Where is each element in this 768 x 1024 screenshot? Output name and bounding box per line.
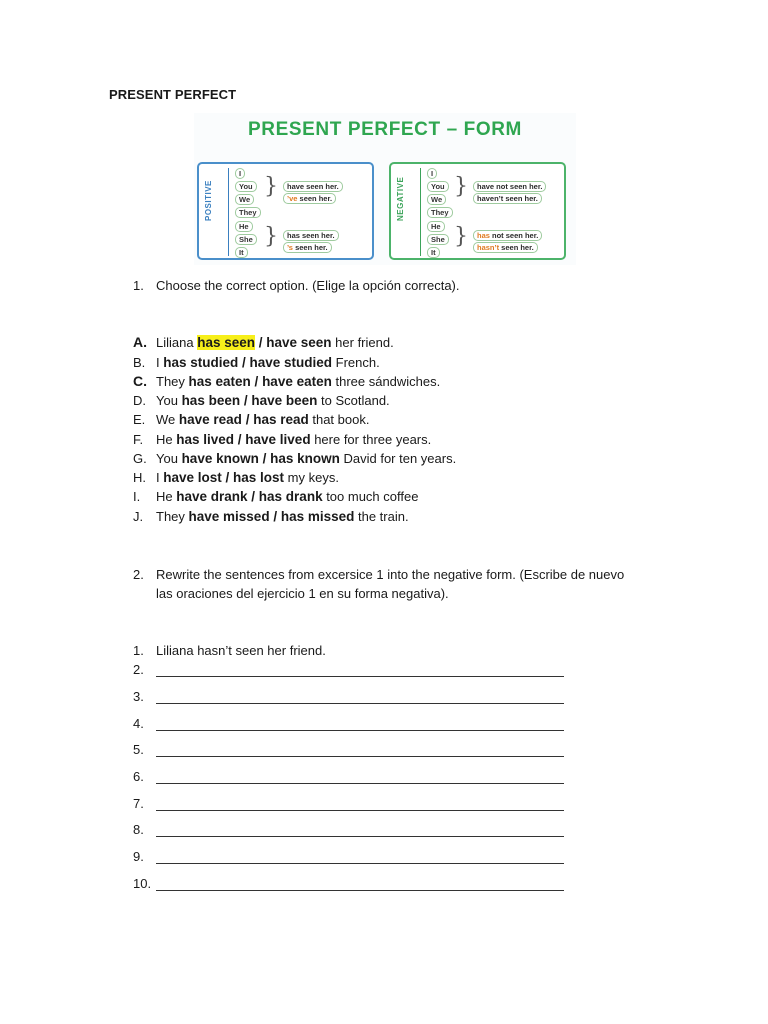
blank-line[interactable]	[156, 676, 564, 677]
answer-options	[189, 509, 355, 524]
blank-line[interactable]	[156, 703, 564, 704]
option-2: have seen	[266, 335, 332, 350]
sentence-end: French.	[332, 355, 380, 370]
option-separator: /	[241, 412, 254, 427]
item-letter: H.	[133, 470, 146, 485]
option-separator: /	[240, 393, 252, 408]
option-1: has been	[181, 393, 241, 408]
negative-form2-short: hasn’t seen her.	[473, 242, 538, 253]
exercise-number: 1.	[133, 278, 144, 293]
option-separator: /	[247, 489, 259, 504]
answer-options	[176, 432, 310, 447]
sentence-end: to Scotland.	[317, 393, 390, 408]
contraction: ’ve	[287, 194, 298, 203]
sentence-end: three sándwiches.	[331, 374, 441, 389]
sentence-start: They	[156, 374, 189, 389]
option-separator: /	[269, 509, 281, 524]
sentence-start: We	[156, 412, 179, 427]
item-letter: J.	[133, 509, 144, 524]
item-sentence	[156, 468, 339, 487]
answer-options	[197, 335, 331, 350]
negative-form-short: haven’t seen her.	[473, 193, 542, 204]
positive-label: POSITIVE	[204, 180, 213, 221]
option-1: have missed	[188, 509, 270, 524]
pronoun: I	[235, 168, 245, 179]
sentence-end: too much coffee	[322, 489, 419, 504]
positive-form2-short: ’s seen her.	[283, 242, 332, 253]
item-sentence	[156, 449, 456, 468]
item-letter: G.	[133, 451, 147, 466]
pronoun: He	[235, 221, 253, 232]
sentence-start: I	[156, 355, 164, 370]
instruction-text: Rewrite the sentences from excersice 1 into the negative form. (Escribe de nuevo las oraciones del ejercicio 1 en su forma negativa).	[156, 567, 625, 601]
sentence-end: my keys.	[284, 470, 339, 485]
answer-number: 9.	[133, 849, 144, 864]
blank-line[interactable]	[156, 836, 564, 837]
blank-line[interactable]	[156, 730, 564, 731]
sentence-end: that book.	[308, 412, 370, 427]
sentence-end: here for three years.	[310, 432, 432, 447]
answer-number: 3.	[133, 689, 144, 704]
option-separator: /	[221, 470, 234, 485]
sentence-start: You	[156, 451, 182, 466]
negative-divider	[420, 168, 421, 256]
option-2: has known	[270, 451, 340, 466]
contraction: ’s	[287, 243, 293, 252]
pronoun: I	[427, 168, 437, 179]
figure-heading: PRESENT PERFECT – FORM	[248, 119, 522, 140]
instruction-text: Choose the correct option. (Elige la opción correcta).	[156, 278, 460, 293]
item-letter: A.	[133, 334, 147, 350]
answer-number: 10.	[133, 876, 152, 891]
option-1: has eaten	[188, 374, 251, 389]
positive-form2-full: has seen her.	[283, 230, 339, 241]
page-title: PRESENT PERFECT	[109, 87, 237, 102]
option-2: have eaten	[262, 374, 332, 389]
option-2: has lost	[233, 470, 285, 485]
positive-panel	[197, 162, 374, 260]
item-sentence	[156, 333, 394, 352]
option-2: have studied	[249, 355, 333, 370]
sentence-start: Liliana	[156, 335, 198, 350]
answer-options	[163, 355, 332, 370]
answer-number: 4.	[133, 716, 144, 731]
option-separator: /	[255, 335, 267, 350]
blank-line[interactable]	[156, 863, 564, 864]
item-sentence	[156, 353, 380, 372]
sentence-start: He	[156, 489, 177, 504]
option-separator: /	[234, 432, 246, 447]
answer-number: 1.	[133, 643, 144, 658]
pronoun: We	[427, 194, 446, 205]
pronoun: You	[235, 181, 257, 192]
item-letter: C.	[133, 373, 147, 389]
option-2: has missed	[280, 509, 355, 524]
item-sentence	[156, 430, 431, 449]
pronoun: It	[235, 247, 248, 258]
pronoun: She	[235, 234, 257, 245]
sentence-start: He	[156, 432, 177, 447]
answer-options	[182, 393, 318, 408]
sentence-start: They	[156, 509, 189, 524]
item-letter: B.	[133, 355, 146, 370]
item-sentence	[156, 391, 390, 410]
pronoun: It	[427, 247, 440, 258]
option-2: has drank	[258, 489, 323, 504]
brace-icon: }	[454, 174, 468, 199]
contraction: has	[477, 231, 490, 240]
brace-icon: }	[454, 224, 468, 249]
item-letter: E.	[133, 412, 146, 427]
sentence-start: I	[156, 470, 164, 485]
answer-number: 5.	[133, 742, 144, 757]
pronoun: They	[235, 207, 261, 218]
item-sentence	[156, 410, 369, 429]
option-1: have drank	[176, 489, 248, 504]
negative-label: NEGATIVE	[396, 176, 405, 221]
pronoun: You	[427, 181, 449, 192]
item-letter: F.	[133, 432, 144, 447]
positive-divider	[228, 168, 229, 256]
option-separator: /	[238, 355, 250, 370]
answer-options	[179, 412, 309, 427]
answer-number: 2.	[133, 662, 144, 677]
blank-line[interactable]	[156, 810, 564, 811]
option-1: has studied	[163, 355, 239, 370]
option-2: have been	[251, 393, 318, 408]
option-2: have lived	[245, 432, 311, 447]
option-1: have read	[178, 412, 242, 427]
pronoun: She	[427, 234, 449, 245]
item-sentence	[156, 487, 418, 506]
item-letter: I.	[133, 489, 141, 504]
option-1: have lost	[163, 470, 222, 485]
option-separator: /	[258, 451, 271, 466]
positive-form-full: have seen her.	[283, 181, 343, 192]
present-perfect-form-figure	[194, 113, 576, 265]
item-sentence	[156, 372, 440, 391]
answer-options	[182, 451, 340, 466]
pronoun: We	[235, 194, 254, 205]
answer-number: 7.	[133, 796, 144, 811]
item-sentence	[156, 507, 409, 526]
negative-form-full: have not seen her.	[473, 181, 546, 192]
blank-line[interactable]	[156, 783, 564, 784]
negative-panel	[389, 162, 566, 260]
brace-icon: }	[264, 174, 278, 199]
answer-text: Liliana hasn’t seen her friend.	[156, 643, 326, 658]
pronoun: He	[427, 221, 445, 232]
option-1: has seen	[197, 335, 255, 350]
blank-line[interactable]	[156, 756, 564, 757]
contraction: hasn’t	[477, 243, 500, 252]
brace-icon: }	[264, 224, 278, 249]
sentence-end: her friend.	[331, 335, 394, 350]
sentence-end: the train.	[354, 509, 409, 524]
sentence-end: David for ten years.	[339, 451, 457, 466]
exercise-number: 2.	[133, 567, 144, 582]
answer-options	[163, 470, 284, 485]
answer-options	[176, 489, 322, 504]
option-1: has lived	[176, 432, 235, 447]
negative-form2-full: has not seen her.	[473, 230, 542, 241]
blank-line[interactable]	[156, 890, 564, 891]
pronoun: They	[427, 207, 453, 218]
option-1: have known	[181, 451, 259, 466]
positive-form-short: ’ve seen her.	[283, 193, 336, 204]
answer-options	[189, 374, 332, 389]
answer-number: 8.	[133, 822, 144, 837]
option-2: has read	[253, 412, 309, 427]
answer-number: 6.	[133, 769, 144, 784]
item-letter: D.	[133, 393, 146, 408]
sentence-start: You	[156, 393, 182, 408]
option-separator: /	[250, 374, 263, 389]
